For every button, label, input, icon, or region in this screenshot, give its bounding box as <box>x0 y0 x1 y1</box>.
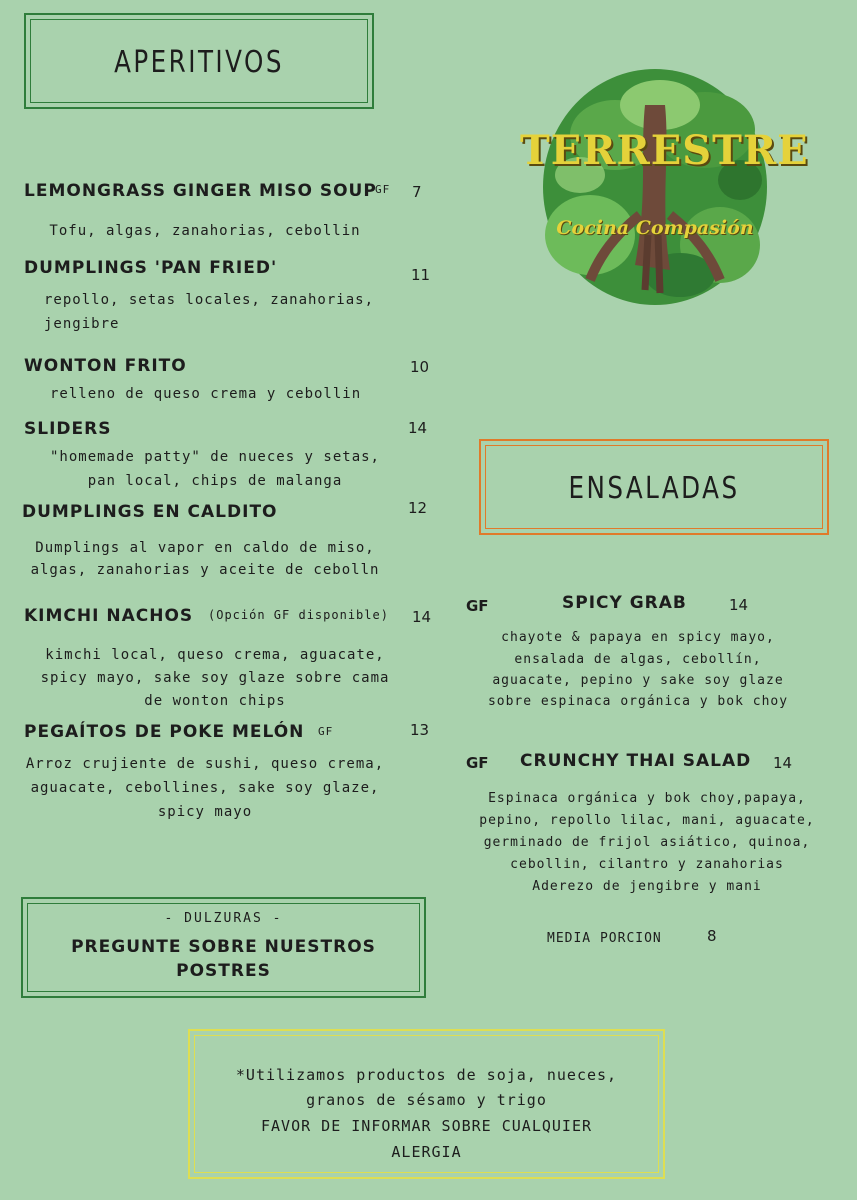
salad-desc: ensalada de algas, cebollín, <box>514 652 762 667</box>
item-name-wonton-frito: WONTON FRITO <box>24 356 187 376</box>
salad-desc: germinado de frijol asiático, quinoa, <box>483 835 811 850</box>
item-price: 11 <box>411 266 431 284</box>
item-name-sliders: SLIDERS <box>24 419 112 439</box>
salad-desc: chayote & papaya en spicy mayo, <box>501 630 775 645</box>
notice-line: *Utilizamos productos de soja, nueces, <box>235 1066 618 1084</box>
item-price: 10 <box>410 358 430 376</box>
tree-canopy-icon <box>520 65 809 310</box>
allergy-notice-box <box>188 1029 665 1179</box>
logo-tagline: Cocina Compasión <box>556 217 754 239</box>
item-name-dumplings-pan-fried: DUMPLINGS 'PAN FRIED' <box>24 258 278 278</box>
item-desc: Dumplings al vapor en caldo de miso, <box>35 540 375 556</box>
item-price: 13 <box>410 721 430 739</box>
item-name-dumplings-en-caldito: DUMPLINGS EN CALDITO <box>22 502 278 522</box>
item-desc: pan local, chips de malanga <box>87 473 343 489</box>
ensaladas-header-box <box>479 439 829 535</box>
half-portion-label: MEDIA PORCION <box>547 931 662 946</box>
item-price: 14 <box>408 419 428 437</box>
dulzuras-title: - DULZURAS - <box>164 911 283 926</box>
item-price: 14 <box>412 608 432 626</box>
salad-desc: aguacate, pepino y sake soy glaze <box>492 673 784 688</box>
item-desc: repollo, setas locales, zanahorias, <box>44 292 375 308</box>
item-name-pegaitos-poke-melon: PEGAÍTOS DE POKE MELÓN <box>24 722 305 742</box>
item-desc: "homemade patty" de nueces y setas, <box>49 449 380 465</box>
item-price: 7 <box>412 183 422 201</box>
item-desc: Tofu, algas, zanahorias, cebollin <box>49 223 361 239</box>
notice-line: FAVOR DE INFORMAR SOBRE CUALQUIER <box>260 1117 592 1135</box>
item-desc: jengibre <box>44 316 120 332</box>
aperitivos-header-box <box>24 13 374 109</box>
item-desc: Arroz crujiente de sushi, queso crema, <box>25 756 385 772</box>
dulzuras-box <box>21 897 426 998</box>
notice-line: ALERGIA <box>391 1143 462 1161</box>
item-name-kimchi-nachos: KIMCHI NACHOS <box>24 606 194 626</box>
dulzuras-line2: POSTRES <box>176 961 271 981</box>
item-desc: de wonton chips <box>144 693 286 709</box>
salad-desc: sobre espinaca orgánica y bok choy <box>487 694 789 709</box>
salad-desc: pepino, repollo lilac, mani, aguacate, <box>479 813 815 828</box>
notice-line: granos de sésamo y trigo <box>306 1091 547 1109</box>
item-desc: kimchi local, queso crema, aguacate, <box>45 647 385 663</box>
item-desc: algas, zanahorias y aceite de cebolln <box>30 562 380 578</box>
logo-name: TERRESTRE <box>520 127 809 174</box>
salad-price: 14 <box>729 596 749 614</box>
item-tag-gf: GF <box>318 725 334 738</box>
item-desc: relleno de queso crema y cebollin <box>50 386 362 402</box>
item-price: 12 <box>408 499 428 517</box>
salad-tag-gf: GF <box>466 597 489 615</box>
salad-tag-gf: GF <box>466 754 489 772</box>
ensaladas-title: ENSALADAS <box>568 471 740 506</box>
item-note: (Opción GF disponible) <box>208 608 389 622</box>
item-name-miso-soup: LEMONGRASS GINGER MISO SOUP <box>24 181 377 201</box>
half-portion-price: 8 <box>707 927 717 945</box>
terrestre-logo <box>520 65 809 310</box>
salad-name-spicy-grab: SPICY GRAB <box>562 593 687 613</box>
item-desc: aguacate, cebollines, sake soy glaze, <box>30 780 380 796</box>
aperitivos-title: APERITIVOS <box>114 45 284 80</box>
salad-desc: Aderezo de jengibre y mani <box>532 879 762 894</box>
item-desc: spicy mayo <box>157 804 253 820</box>
item-tag-gf: GF <box>375 183 391 196</box>
salad-desc: Espinaca orgánica y bok choy,papaya, <box>488 791 806 806</box>
item-desc: spicy mayo, sake soy glaze sobre cama <box>40 670 390 686</box>
salad-name-crunchy-thai: CRUNCHY THAI SALAD <box>520 751 752 771</box>
salad-desc: cebollin, cilantro y zanahorias <box>510 857 784 872</box>
dulzuras-line1: PREGUNTE SOBRE NUESTROS <box>71 937 376 957</box>
salad-price: 14 <box>773 754 793 772</box>
